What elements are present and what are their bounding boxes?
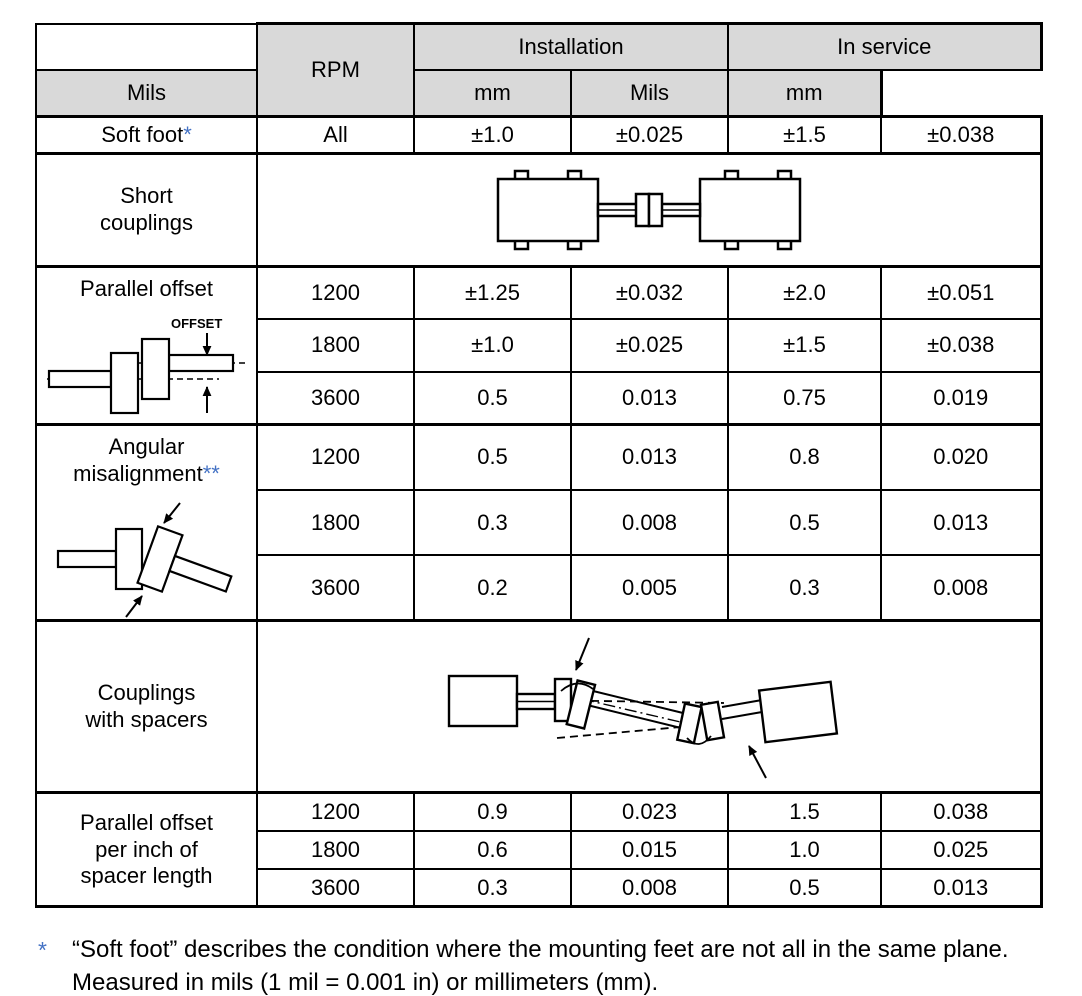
soft-foot-footnote-marker: *	[183, 121, 192, 147]
cell-po-3600-rpm: 3600	[257, 372, 414, 425]
cell-ang-1200-rpm: 1200	[257, 424, 414, 490]
short-couplings-label-line1: Short	[120, 183, 173, 209]
cell-po-1200-install-mm: ±0.032	[571, 267, 728, 320]
cell-pi-3600-rpm: 3600	[257, 869, 414, 907]
corner-spacer	[36, 24, 257, 70]
angular-misalignment-diagram	[52, 501, 242, 619]
subheader-installation-mils: Mils	[36, 70, 257, 117]
cell-po-1800-service-mils: ±1.5	[728, 319, 881, 372]
group-header-installation: Installation	[414, 24, 728, 70]
cell-soft-foot-install-mils: ±1.0	[414, 117, 571, 154]
cell-po-3600-install-mm: 0.013	[571, 372, 728, 425]
cell-ang-1200-service-mm: 0.020	[881, 424, 1041, 490]
soft-foot-footnote	[38, 934, 1082, 996]
couplings-with-spacers-diagram	[439, 628, 859, 786]
short-couplings-diagram-cell	[257, 154, 1041, 267]
offset-annotation: OFFSET	[170, 315, 222, 331]
spacers-label-line2: with spacers	[85, 706, 208, 732]
column-header-rpm: RPM	[257, 24, 414, 117]
subheader-inservice-mm: mm	[728, 70, 881, 117]
cell-po-3600-service-mm: 0.019	[881, 372, 1041, 425]
cell-soft-foot-service-mils: ±1.5	[728, 117, 881, 154]
row-label-parallel-offset-per-inch	[36, 793, 257, 907]
row-label-couplings-with-spacers	[36, 621, 257, 793]
cell-pi-1200-service-mm: 0.038	[881, 793, 1041, 831]
cell-po-1800-service-mm: ±0.038	[881, 319, 1041, 372]
group-header-in-service: In service	[728, 24, 1041, 70]
cell-ang-3600-service-mm: 0.008	[881, 555, 1041, 621]
angular-label-line2	[37, 461, 256, 488]
spacers-label-line1: Couplings	[97, 680, 196, 706]
cell-soft-foot-rpm: All	[257, 117, 414, 154]
cell-pi-1200-rpm: 1200	[257, 793, 414, 831]
footnote-text: “Soft foot” describes the condition where the mounting feet are not all in the same plane. Measured in mils (1 mil = 0.001 in) or millimeters (mm).	[72, 936, 1009, 996]
cell-ang-3600-service-mils: 0.3	[728, 555, 881, 621]
cell-po-1200-service-mm: ±0.051	[881, 267, 1041, 320]
row-label-soft-foot	[36, 117, 257, 154]
cell-ang-3600-rpm: 3600	[257, 555, 414, 621]
cell-pi-1200-install-mils: 0.9	[414, 793, 571, 831]
cell-po-1800-rpm: 1800	[257, 319, 414, 372]
cell-pi-1200-install-mm: 0.023	[571, 793, 728, 831]
cell-ang-1200-service-mils: 0.8	[728, 424, 881, 490]
cell-po-3600-service-mils: 0.75	[728, 372, 881, 425]
cell-pi-1800-rpm: 1800	[257, 831, 414, 869]
subheader-inservice-mils: Mils	[571, 70, 728, 117]
cell-po-1800-install-mils: ±1.0	[414, 319, 571, 372]
parallel-offset-label: Parallel offset	[80, 276, 213, 301]
cell-soft-foot-install-mm: ±0.025	[571, 117, 728, 154]
couplings-with-spacers-diagram-cell	[257, 621, 1041, 793]
footnote-marker: *	[38, 937, 47, 964]
angular-footnote-marker: **	[202, 460, 220, 486]
cell-pi-3600-install-mils: 0.3	[414, 869, 571, 907]
soft-foot-label: Soft foot	[101, 121, 184, 147]
angular-label-line1: Angular	[108, 433, 185, 459]
cell-pi-1800-install-mils: 0.6	[414, 831, 571, 869]
cell-pi-1800-install-mm: 0.015	[571, 831, 728, 869]
cell-po-1800-install-mm: ±0.025	[571, 319, 728, 372]
alignment-tolerance-table	[35, 22, 1043, 908]
cell-pi-3600-install-mm: 0.008	[571, 869, 728, 907]
cell-pi-3600-service-mm: 0.013	[881, 869, 1041, 907]
cell-ang-1200-install-mm: 0.013	[571, 424, 728, 490]
cell-ang-3600-install-mils: 0.2	[414, 555, 571, 621]
cell-pi-1800-service-mm: 0.025	[881, 831, 1041, 869]
cell-ang-1800-service-mm: 0.013	[881, 490, 1041, 556]
parallel-offset-diagram	[47, 311, 247, 423]
per-inch-label-line3: spacer length	[80, 863, 213, 889]
cell-ang-1200-install-mils: 0.5	[414, 424, 571, 490]
cell-po-3600-install-mils: 0.5	[414, 372, 571, 425]
short-couplings-diagram	[484, 168, 814, 252]
row-label-parallel-offset	[36, 267, 257, 425]
cell-soft-foot-service-mm: ±0.038	[881, 117, 1041, 154]
cell-po-1200-install-mils: ±1.25	[414, 267, 571, 320]
row-label-angular-misalignment	[36, 424, 257, 621]
cell-ang-1800-install-mils: 0.3	[414, 490, 571, 556]
cell-ang-3600-install-mm: 0.005	[571, 555, 728, 621]
cell-pi-1200-service-mils: 1.5	[728, 793, 881, 831]
row-label-short-couplings	[36, 154, 257, 267]
cell-po-1200-service-mils: ±2.0	[728, 267, 881, 320]
cell-pi-3600-service-mils: 0.5	[728, 869, 881, 907]
per-inch-label-line2: per inch of	[95, 836, 198, 862]
cell-ang-1800-rpm: 1800	[257, 490, 414, 556]
short-couplings-label-line2: couplings	[100, 210, 193, 235]
cell-po-1200-rpm: 1200	[257, 267, 414, 320]
cell-pi-1800-service-mils: 1.0	[728, 831, 881, 869]
cell-ang-1800-service-mils: 0.5	[728, 490, 881, 556]
cell-ang-1800-install-mm: 0.008	[571, 490, 728, 556]
per-inch-label-line1: Parallel offset	[80, 809, 213, 835]
subheader-installation-mm: mm	[414, 70, 571, 117]
angular-label-word: misalignment	[73, 460, 203, 486]
